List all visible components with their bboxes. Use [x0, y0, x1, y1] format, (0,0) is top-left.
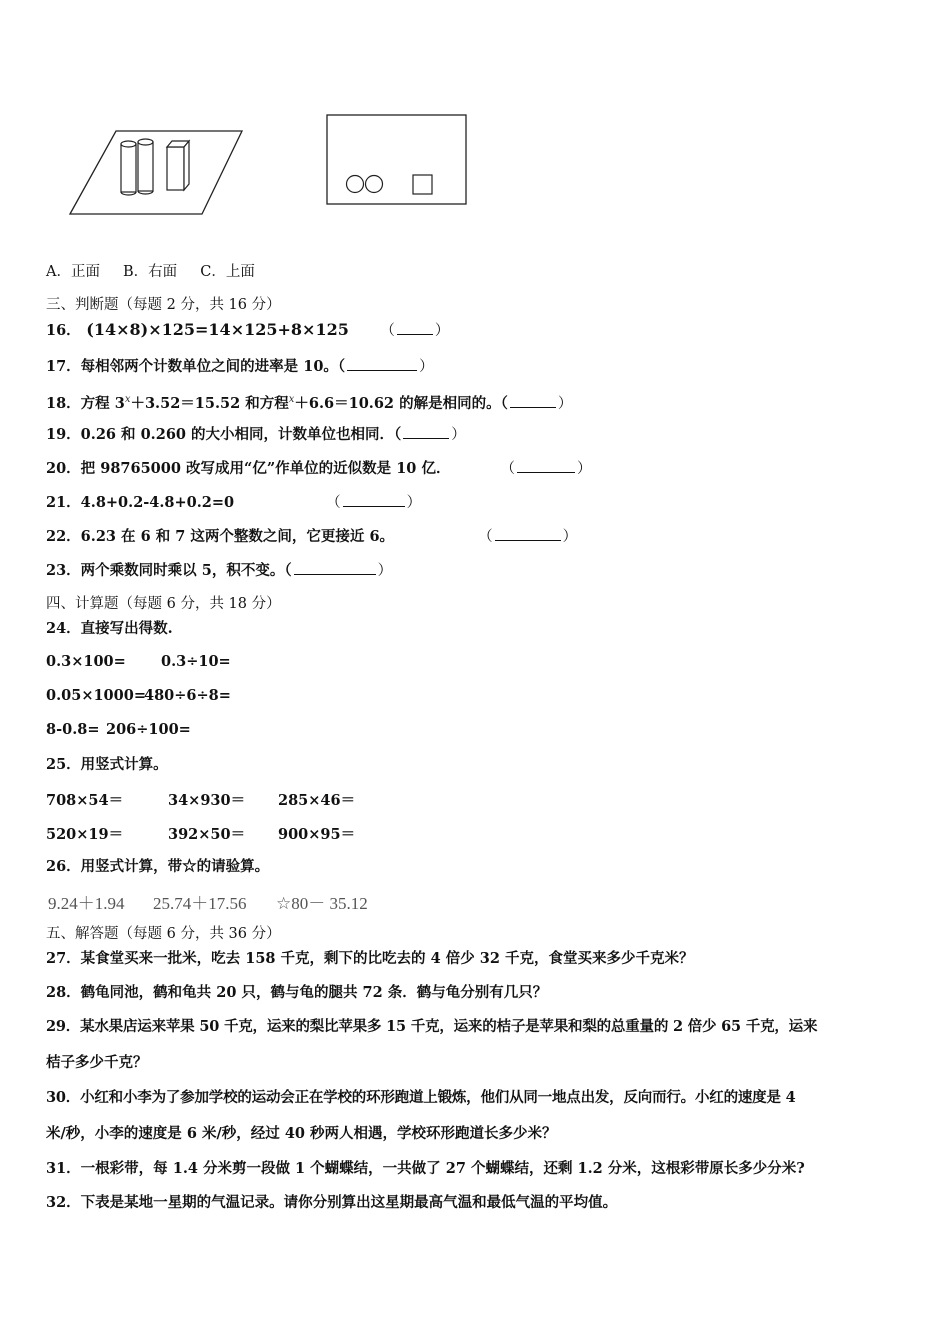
q23-answer-blank[interactable] — [294, 560, 376, 575]
question-32: 32．下表是某地一星期的气温记录。请你分别算出这星期最高气温和最低气温的平均值。 — [46, 1194, 618, 1211]
q18-var-x-1: x — [124, 394, 131, 405]
question-27: 27．某食堂买来一批米，吃去 158 千克，剩下的比吃去的 4 倍少 32 千克，食堂买来多少千克米？ — [46, 950, 694, 967]
options-line — [46, 262, 255, 282]
q24-item: 0.3÷10= — [161, 653, 231, 670]
question-30-line2: 米/秒，小李的速度是 6 米/秒，经过 40 秒两人相遇，学校环形跑道长多少米？ — [46, 1125, 557, 1142]
q18-var-x-2: x — [288, 394, 295, 405]
question-29-line1: 29．某水果店运来苹果 50 千克，运来的梨比苹果多 15 千克，运来的桔子是苹果和梨的总重量的 2 倍少 65 千克，运来 — [46, 1018, 818, 1035]
q16-expression: (14×8)×125=14×125+8×125 — [86, 320, 349, 339]
q19-answer-blank[interactable] — [403, 424, 449, 439]
q18-part3: ＋6.6＝10.62 的解是相同的。（ — [294, 394, 508, 412]
q17-close-paren: ） — [419, 359, 434, 375]
q24-item: 480÷6÷8= — [144, 687, 231, 704]
question-22 — [46, 526, 577, 547]
section-4-title: 四、计算题（每题 6 分，共 18 分） — [46, 596, 281, 612]
question-21 — [46, 492, 421, 513]
q23-text: 23．两个乘数同时乘以 5，积不变。（ — [46, 562, 292, 579]
q26-expr-2: 25.74＋17.56 — [153, 894, 247, 913]
q18-part2: ＋3.52＝15.52 和方程 — [130, 394, 289, 412]
q20-text: 20．把 98765000 改写成用“亿”作单位的近似数是 10 亿． — [46, 460, 451, 477]
figure-cuboid — [167, 141, 189, 190]
q21-open-paren: （ — [326, 495, 341, 511]
q24-item: 206÷100= — [106, 721, 191, 738]
q22-answer-blank[interactable] — [495, 526, 561, 541]
question-20 — [46, 458, 591, 479]
section-5-title: 五、解答题（每题 6 分，共 36 分） — [46, 926, 281, 942]
figure-view-box — [326, 114, 468, 206]
question-18 — [46, 390, 572, 414]
q18-part1: 18．方程 3 — [46, 394, 125, 412]
figure-cylinder-1 — [121, 141, 136, 195]
q24-item: 0.05×1000= — [46, 687, 146, 704]
q25-item: 34×930＝ — [168, 792, 246, 809]
q26-expr-1: 9.24＋1.94 — [48, 894, 125, 913]
q19-close-paren: ） — [451, 427, 466, 443]
q22-open-paren: （ — [478, 529, 493, 545]
q21-close-paren: ） — [406, 495, 422, 511]
q18-close-paren: ） — [557, 395, 573, 412]
question-31: 31．一根彩带，每 1.4 分米剪一段做 1 个蝴蝶结，一共做了 27 个蝴蝶结，还剩 1.2 分米，这根彩带原长多少分米? — [46, 1160, 805, 1177]
q25-item: 520×19＝ — [46, 826, 124, 843]
option-c: C．上面 — [200, 264, 255, 280]
q20-open-paren: （ — [500, 461, 515, 477]
figure-square — [413, 175, 432, 194]
q26-expr-3: ☆80－ 35.12 — [276, 894, 368, 913]
q21-text: 21．4.8+0.2-4.8+0.2=0 — [46, 494, 235, 511]
q20-answer-blank[interactable] — [517, 458, 575, 473]
figure-table-objects — [66, 128, 246, 218]
figure-parallelogram — [70, 131, 242, 214]
question-29-line2: 桔子多少千克？ — [46, 1054, 148, 1071]
q21-answer-blank[interactable] — [343, 492, 405, 507]
figure-circle-2 — [366, 176, 383, 193]
option-b: B．右面 — [123, 264, 178, 280]
q19-text: 19．0.26 和 0.260 的大小相同，计数单位也相同．（ — [46, 426, 402, 443]
q24-title: 24．直接写出得数. — [46, 620, 173, 637]
q25-item: 900×95＝ — [278, 826, 356, 843]
q25-item: 285×46＝ — [278, 792, 356, 809]
question-28: 28．鹤龟同池，鹤和龟共 20 只，鹤与龟的腿共 72 条．鹤与龟分别有几只？ — [46, 984, 548, 1001]
q17-text: 17．每相邻两个计数单位之间的进率是 10。（ — [46, 358, 346, 375]
question-23 — [46, 560, 392, 581]
q24-item: 0.3×100= — [46, 653, 126, 670]
q22-text: 22．6.23 在 6 和 7 这两个整数之间，它更接近 6。 — [46, 528, 395, 545]
q25-item: 708×54＝ — [46, 792, 124, 809]
q22-close-paren: ） — [562, 529, 578, 545]
question-30-line1: 30．小红和小李为了参加学校的运动会正在学校的环形跑道上锻炼，他们从同一地点出发，反向而行。小红的速度是 4 — [46, 1089, 796, 1106]
q16-close-paren: ） — [434, 323, 450, 339]
figure-circle-1 — [347, 176, 364, 193]
q18-answer-blank[interactable] — [510, 393, 556, 408]
q24-item: 8-0.8= — [46, 721, 100, 738]
q23-close-paren: ） — [377, 563, 393, 579]
q16-answer-blank[interactable] — [397, 320, 433, 335]
section-3-title: 三、判断题（每题 2 分，共 16 分） — [46, 297, 281, 313]
q25-item: 392×50＝ — [168, 826, 246, 843]
q17-answer-blank[interactable] — [347, 356, 417, 371]
figure-cylinder-2 — [138, 139, 153, 194]
question-16 — [46, 320, 449, 341]
question-19 — [46, 424, 466, 445]
option-a: A．正面 — [46, 264, 100, 280]
q26-title: 26．用竖式计算，带☆的请验算。 — [46, 858, 270, 875]
q16-open-paren: （ — [380, 323, 395, 339]
q20-close-paren: ） — [576, 461, 592, 477]
q16-number: 16． — [46, 322, 81, 339]
q25-title: 25．用竖式计算。 — [46, 756, 168, 773]
question-17 — [46, 356, 434, 377]
